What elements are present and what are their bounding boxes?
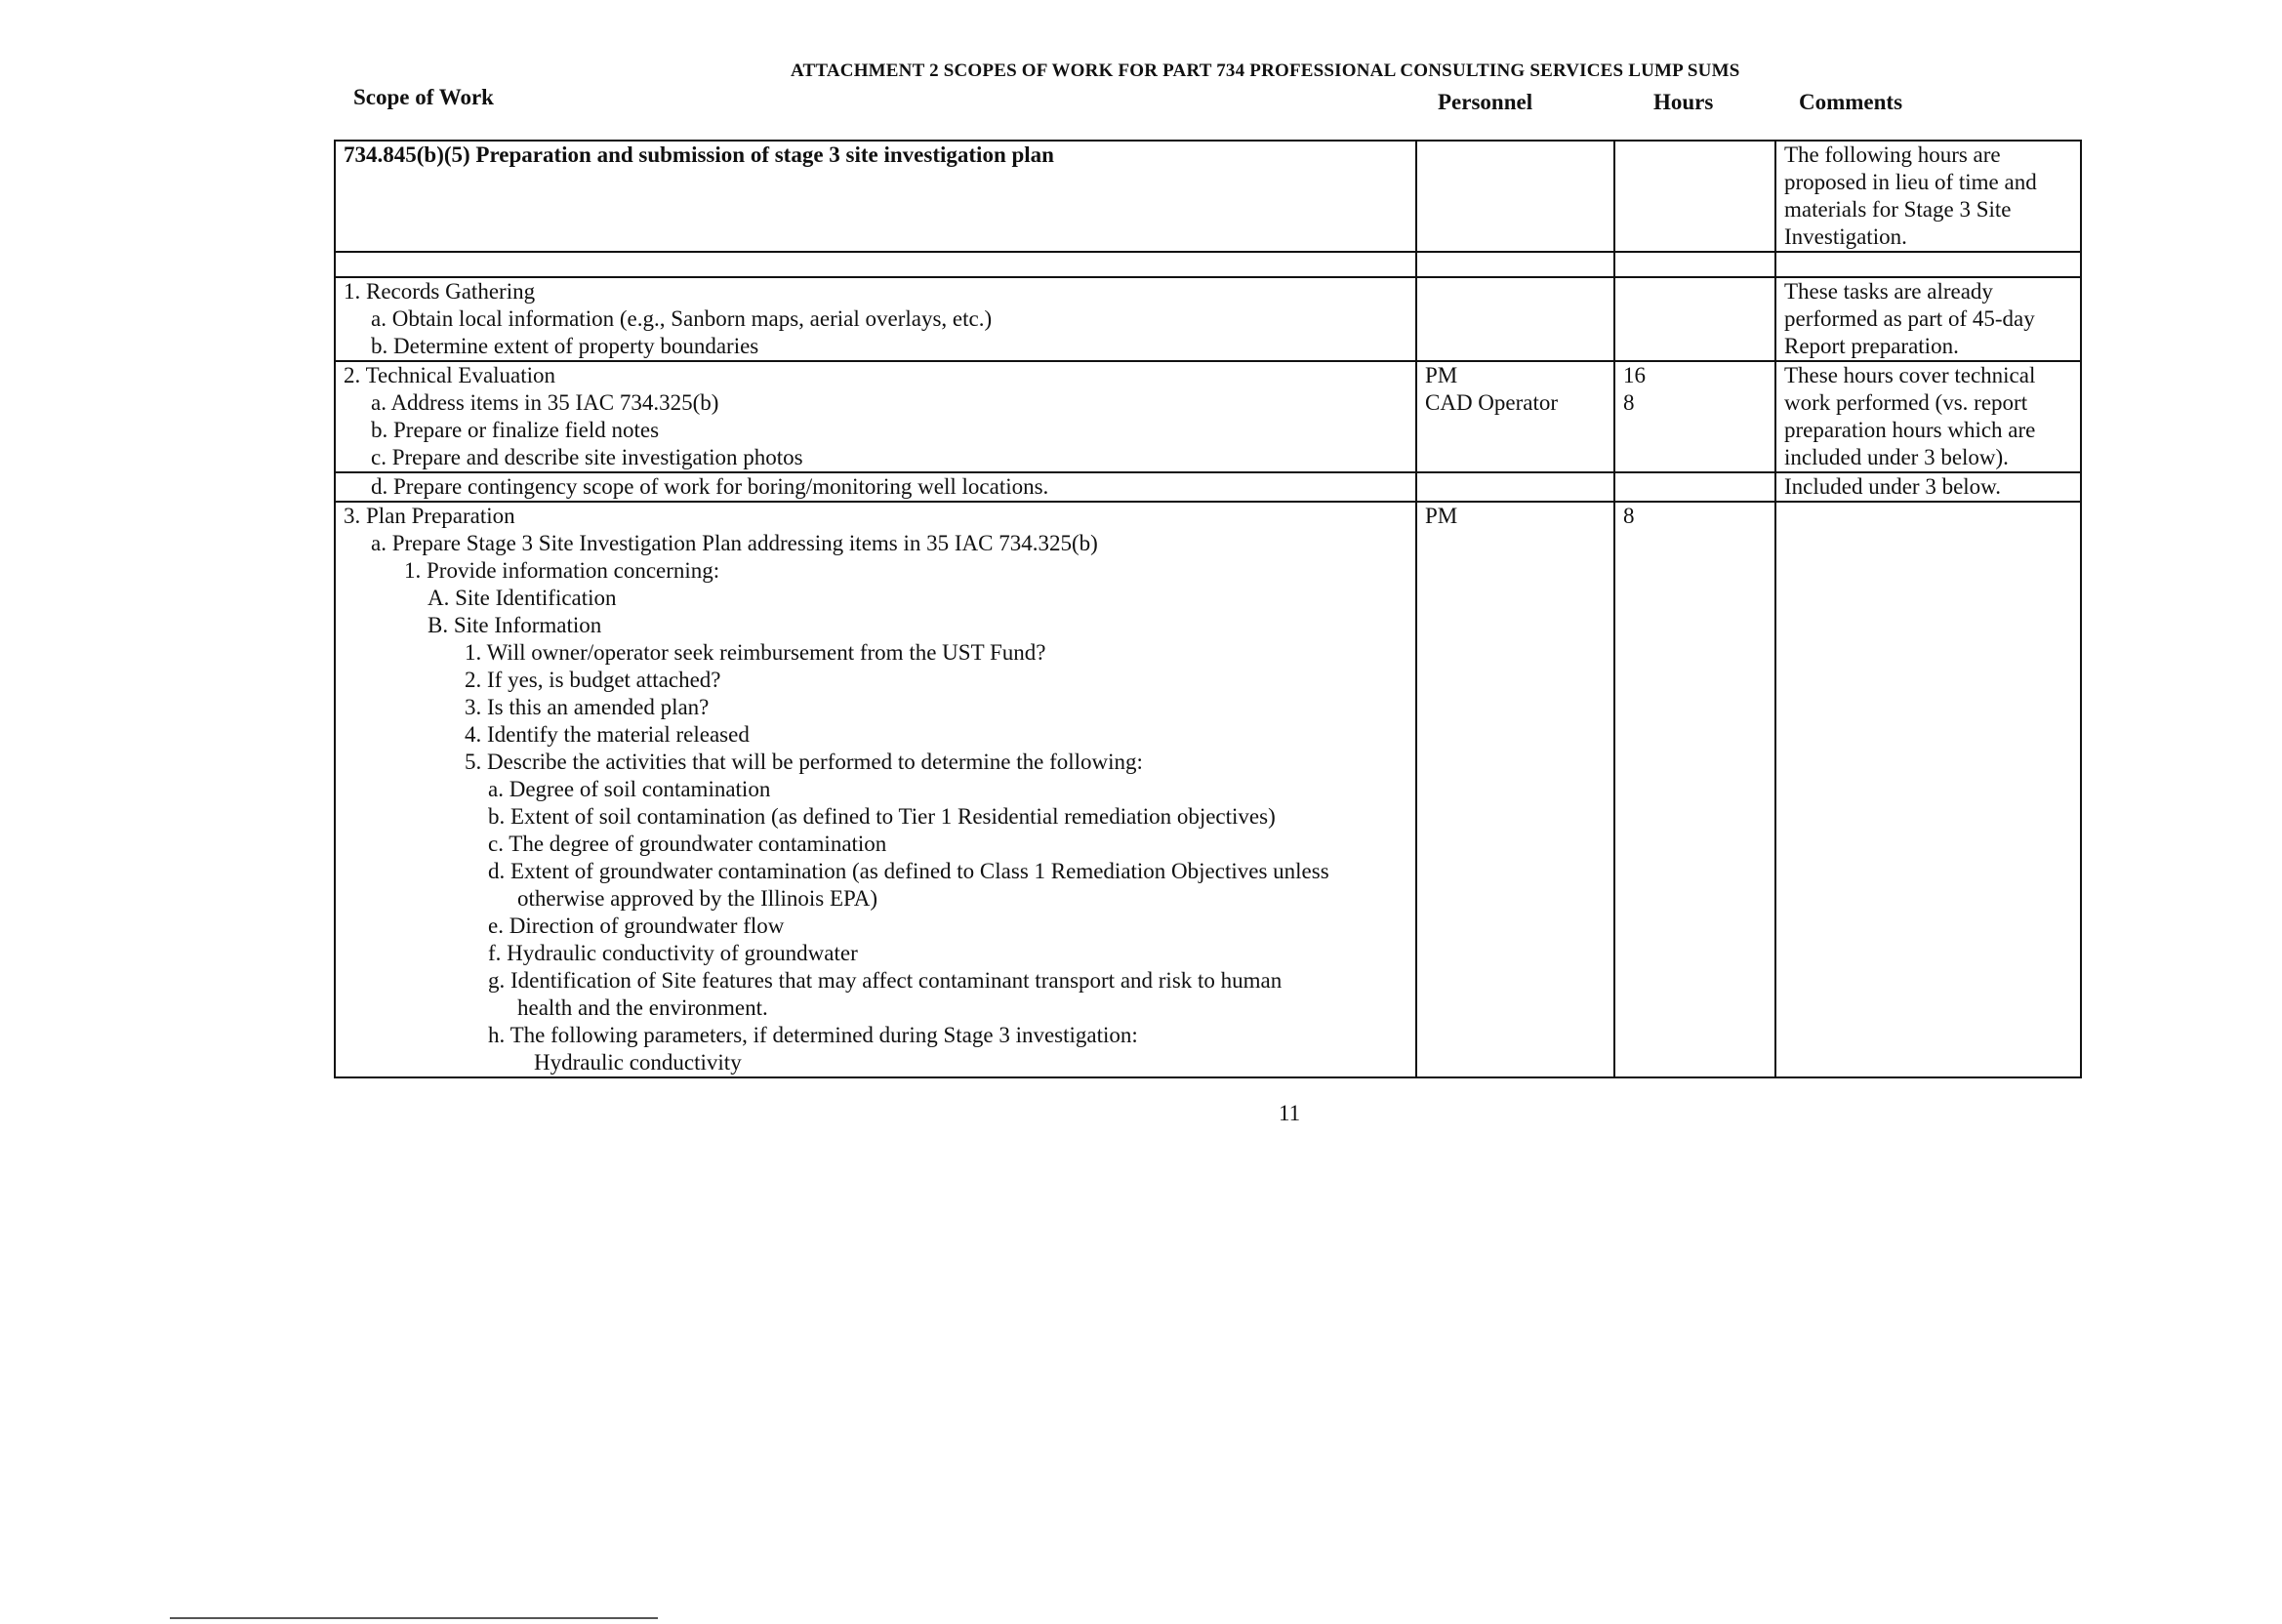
page-number: 11 (1279, 1101, 1301, 1125)
scope-cell (335, 361, 1416, 472)
personnel-cell (1416, 361, 1614, 472)
task-subitem: 1. Provide information concerning: (404, 558, 720, 583)
column-header-scope: Scope of Work (353, 85, 494, 109)
task-title: 1. Records Gathering (344, 279, 536, 304)
activity-item: c. The degree of groundwater contamination (488, 832, 887, 856)
column-header-personnel: Personnel (1438, 90, 1533, 114)
question-item: 4. Identify the material released (465, 722, 750, 747)
activity-item: f. Hydraulic conductivity of groundwater (488, 941, 858, 965)
personnel-cell (1416, 502, 1614, 1077)
scope-cell (335, 502, 1416, 1077)
comment-cell: The following hours are proposed in lieu of time and materials for Stage 3 Site Investigation. (1775, 141, 2081, 252)
question-item: 2. If yes, is budget attached? (465, 668, 721, 692)
hours-cell (1614, 277, 1775, 361)
scan-artifact-line (170, 1617, 658, 1619)
activity-item: h. The following parameters, if determined during Stage 3 investigation: (488, 1023, 1138, 1047)
parameter-item: Hydraulic conductivity (534, 1050, 742, 1075)
hours-cell (1614, 472, 1775, 502)
activity-item-continued: health and the environment. (517, 995, 768, 1020)
task-title: 3. Plan Preparation (344, 504, 515, 528)
column-header-comments: Comments (1799, 90, 1903, 114)
scope-cell (335, 141, 1416, 252)
comment-cell: These tasks are already performed as part of 45-day Report preparation. (1775, 277, 2081, 361)
comment-cell (1775, 502, 2081, 1077)
activity-item-continued: otherwise approved by the Illinois EPA) (517, 886, 878, 911)
hours-value: 16 (1623, 363, 1646, 387)
page-title: ATTACHMENT 2 SCOPES OF WORK FOR PART 734 PROFESSIONAL CONSULTING SERVICES LUMP SUMS (791, 61, 1740, 81)
personnel-cell (1416, 277, 1614, 361)
personnel-value: PM (1425, 363, 1458, 387)
hours-value: 8 (1623, 390, 1635, 415)
activity-item: b. Extent of soil contamination (as defined to Tier 1 Residential remediation objectives) (488, 804, 1276, 829)
personnel-cell (1416, 472, 1614, 502)
table-row-heading (335, 141, 2081, 252)
personnel-value: CAD Operator (1425, 390, 1559, 415)
hours-value: 8 (1623, 504, 1635, 528)
question-item: 1. Will owner/operator seek reimbursement from the UST Fund? (465, 640, 1046, 665)
task-item: b. Prepare or finalize field notes (371, 418, 660, 442)
table-row-records (335, 277, 2081, 361)
task-subitem: A. Site Identification (428, 586, 617, 610)
question-item: 5. Describe the activities that will be performed to determine the following: (465, 750, 1143, 774)
activity-item: a. Degree of soil contamination (488, 777, 771, 801)
hours-cell (1614, 141, 1775, 252)
task-subitem: B. Site Information (428, 613, 602, 637)
task-item: b. Determine extent of property boundaries (371, 334, 759, 358)
task-item: a. Address items in 35 IAC 734.325(b) (371, 390, 719, 415)
scope-cell (335, 277, 1416, 361)
hours-cell (1614, 502, 1775, 1077)
scope-table (334, 140, 2082, 1078)
scope-table-wrapper (334, 140, 2080, 1078)
task-title: 2. Technical Evaluation (344, 363, 556, 387)
scope-cell (335, 472, 1416, 502)
column-header-hours: Hours (1653, 90, 1714, 114)
task-item: a. Obtain local information (e.g., Sanborn maps, aerial overlays, etc.) (371, 306, 993, 331)
table-row-plan (335, 502, 2081, 1077)
personnel-cell (1416, 141, 1614, 252)
section-heading: 734.845(b)(5) Preparation and submission of stage 3 site investigation plan (344, 142, 1054, 167)
table-row-spacer (335, 252, 2081, 277)
task-item: a. Prepare Stage 3 Site Investigation Plan addressing items in 35 IAC 734.325(b) (371, 531, 1098, 555)
comment-cell: Included under 3 below. (1775, 472, 2081, 502)
activity-item: d. Extent of groundwater contamination (as defined to Class 1 Remediation Objectives unless (488, 859, 1329, 883)
activity-item: e. Direction of groundwater flow (488, 914, 785, 938)
activity-item: g. Identification of Site features that may affect contaminant transport and risk to human (488, 968, 1283, 993)
task-item: d. Prepare contingency scope of work for boring/monitoring well locations. (371, 474, 1049, 499)
question-item: 3. Is this an amended plan? (465, 695, 710, 719)
hours-cell (1614, 361, 1775, 472)
personnel-value: PM (1425, 504, 1458, 528)
table-row-technical (335, 361, 2081, 472)
task-item: c. Prepare and describe site investigation photos (371, 445, 803, 469)
table-row-contingency (335, 472, 2081, 502)
comment-cell: These hours cover technical work performed (vs. report preparation hours which are included under 3 below). (1775, 361, 2081, 472)
